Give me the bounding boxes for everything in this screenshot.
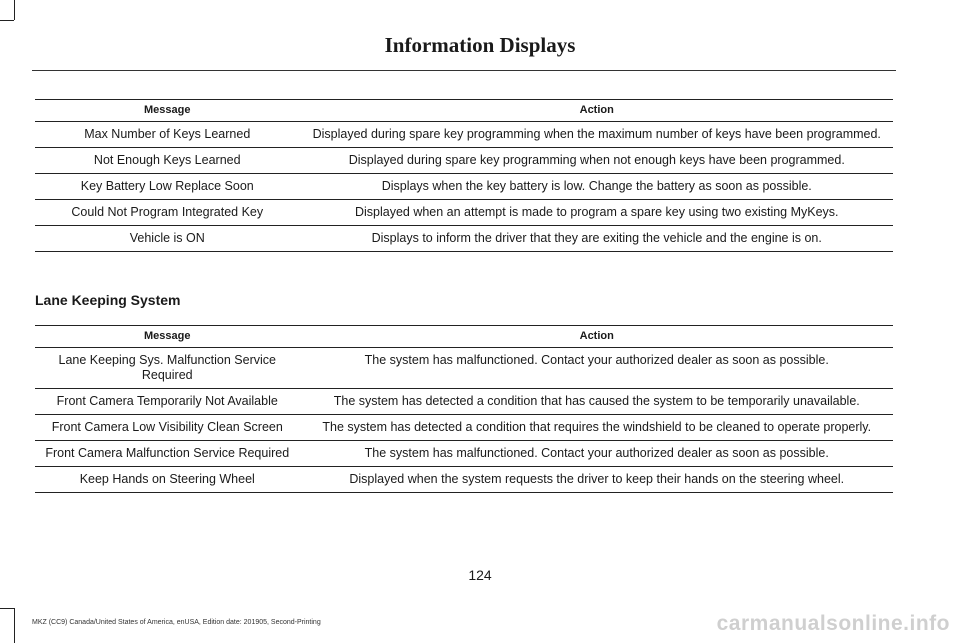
table-row: [35, 174, 893, 200]
message-cell: Front Camera Low Visibility Clean Screen: [35, 415, 300, 441]
page-number: 124: [468, 567, 492, 583]
message-cell: Key Battery Low Replace Soon: [35, 174, 300, 200]
table-row: [35, 226, 893, 252]
table-row: [35, 348, 893, 389]
crop-mark-top-left-horizontal: [0, 20, 14, 21]
column-header-message: Message: [35, 100, 300, 122]
table-row: [35, 389, 893, 415]
action-cell: Displays when the key battery is low. Change the battery as soon as possible.: [300, 174, 893, 200]
action-cell: The system has detected a condition that requires the windshield to be cleaned to operate properly.: [300, 415, 893, 441]
keys-message-table: [35, 99, 893, 252]
table-row: [35, 148, 893, 174]
column-header-action: Action: [300, 100, 893, 122]
action-cell: Displayed during spare key programming when not enough keys have been programmed.: [300, 148, 893, 174]
action-cell: The system has malfunctioned. Contact your authorized dealer as soon as possible.: [300, 441, 893, 467]
table-header-row: [35, 326, 893, 348]
lane-keeping-message-table: [35, 325, 893, 493]
message-cell: Keep Hands on Steering Wheel: [35, 467, 300, 493]
title-divider: [32, 70, 896, 71]
watermark: carmanualsonline.info: [716, 612, 950, 635]
message-cell: Front Camera Malfunction Service Required: [35, 441, 300, 467]
table-row: [35, 122, 893, 148]
action-cell: The system has malfunctioned. Contact your authorized dealer as soon as possible.: [300, 348, 893, 389]
message-cell: Max Number of Keys Learned: [35, 122, 300, 148]
action-cell: Displays to inform the driver that they are exiting the vehicle and the engine is on.: [300, 226, 893, 252]
action-cell: Displayed during spare key programming when the maximum number of keys have been programmed.: [300, 122, 893, 148]
table-row: [35, 467, 893, 493]
table-header-row: [35, 100, 893, 122]
message-cell: Not Enough Keys Learned: [35, 148, 300, 174]
table-row: [35, 415, 893, 441]
action-cell: Displayed when the system requests the driver to keep their hands on the steering wheel.: [300, 467, 893, 493]
message-cell: Vehicle is ON: [35, 226, 300, 252]
column-header-message: Message: [35, 326, 300, 348]
table-row: [35, 200, 893, 226]
action-cell: The system has detected a condition that has caused the system to be temporarily unavailable.: [300, 389, 893, 415]
crop-mark-top-left: [14, 0, 15, 20]
message-cell: Lane Keeping Sys. Malfunction Service Required: [35, 348, 300, 389]
crop-mark-bottom-left: [14, 608, 15, 643]
action-cell: Displayed when an attempt is made to program a spare key using two existing MyKeys.: [300, 200, 893, 226]
page-title: Information Displays: [384, 33, 576, 57]
message-cell: Front Camera Temporarily Not Available: [35, 389, 300, 415]
footer-edition-note: MKZ (CC9) Canada/United States of America, enUSA, Edition date: 201905, Second-Printing: [32, 619, 321, 626]
table-row: [35, 441, 893, 467]
message-cell: Could Not Program Integrated Key: [35, 200, 300, 226]
crop-mark-bottom-left-horizontal: [0, 608, 14, 609]
column-header-action: Action: [300, 326, 893, 348]
section-heading: Lane Keeping System: [35, 292, 181, 308]
